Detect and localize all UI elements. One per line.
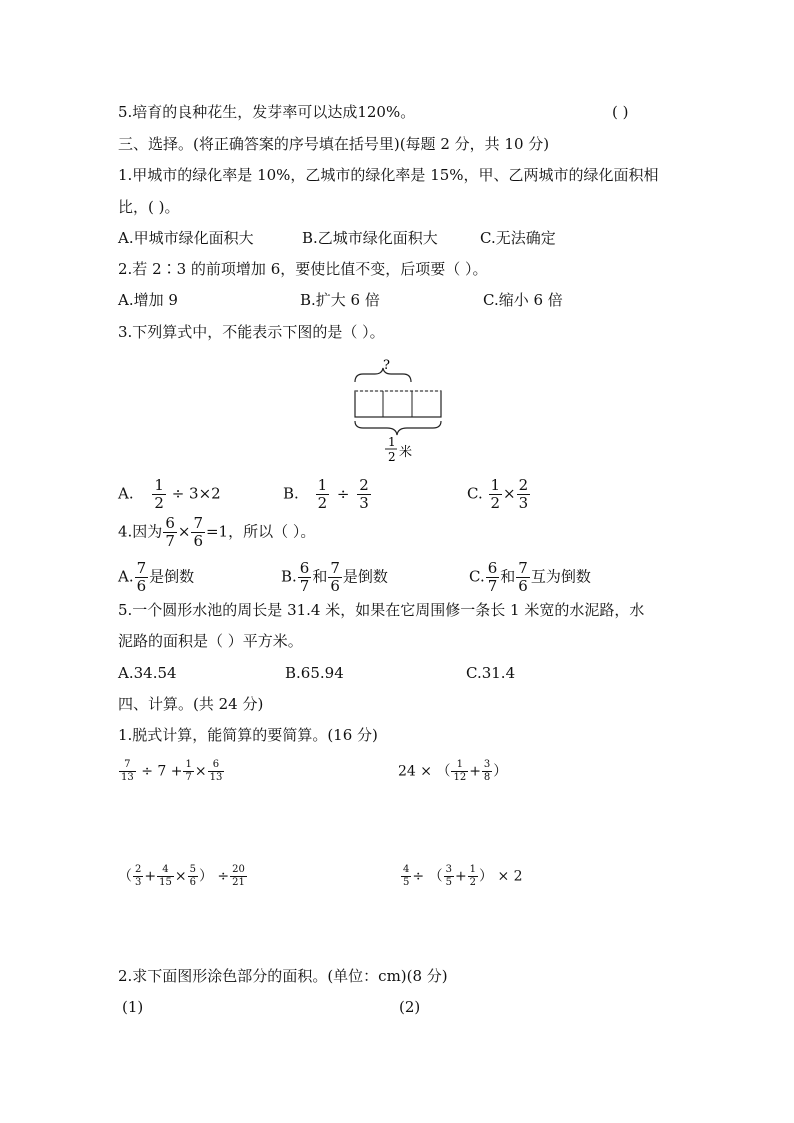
q5-line2: 泥路的面积是（ ）平方米。 — [118, 632, 303, 650]
q3-a-fraction: $\frac{1}{2}$ — [154, 476, 164, 512]
q2-option-c[interactable]: C.缩小 6 倍 — [483, 291, 563, 309]
q3-bar — [355, 391, 441, 417]
q3-text: 3.下列算式中，不能表示下图的是（ ）。 — [118, 323, 385, 341]
q1-line2: 比，( )。 — [118, 198, 180, 216]
calc-expression-2: 24 × （ $\frac{1}{12}$ + $\frac{3}{8}$ ） — [398, 759, 508, 783]
q1-line1: 1.甲城市的绿化率是 10%，乙城市的绿化率是 15%，甲、乙两城市的绿化面积相 — [118, 166, 659, 184]
q1-option-a[interactable]: A.甲城市绿化面积大 — [118, 229, 254, 247]
section-4-title: 四、计算。(共 24 分) — [118, 695, 264, 713]
q4-option-b[interactable]: B. $\frac{6}{7}$ 和 $\frac{7}{6}$ 是倒数 — [281, 559, 388, 595]
q5-line1: 5.一个圆形水池的周长是 31.4 米，如果在它周围修一条长 1 米宽的水泥路，水 — [118, 601, 645, 619]
q5-option-b[interactable]: B.65.94 — [285, 664, 344, 682]
calc-expression-1: $\frac{7}{13}$ ÷ 7 + $\frac{1}{7}$ × $\frac{6}{13}$ — [121, 759, 223, 783]
sec4-sub2: 2.求下面图形涂色部分的面积。(单位：cm)(8 分) — [118, 967, 448, 985]
tf-q5-answer-blank[interactable]: ( ) — [612, 103, 629, 121]
section-3-title: 三、选择。(将正确答案的序号填在括号里)(每题 2 分，共 10 分) — [118, 135, 550, 153]
q3-option-a[interactable]: A. $\frac{1}{2}$ ÷ 3×2 — [118, 476, 221, 512]
q3-option-c[interactable]: C. $\frac{1}{2}$ × $\frac{2}{3}$ — [467, 476, 529, 512]
q5-option-c[interactable]: C.31.4 — [466, 664, 516, 682]
q2-option-a[interactable]: A.增加 9 — [118, 291, 178, 309]
q4-text: 4.因为 $\frac{6}{7}$ × $\frac{7}{6}$ =1，所以（ ）。 — [118, 514, 316, 550]
sec4-sub1: 1.脱式计算，能简算的要简算。(16 分) — [118, 726, 378, 744]
q5-option-a[interactable]: A.34.54 — [118, 664, 177, 682]
q3-fig-unit: 米 — [399, 445, 413, 460]
tf-question-5 — [118, 101, 415, 123]
q3-bottom-brace — [355, 421, 441, 435]
q3-option-b[interactable]: B. $\frac{1}{2}$ ÷ $\frac{2}{3}$ — [283, 476, 369, 512]
q3-fig-den: 2 — [388, 450, 396, 464]
figure-label-1: (1) — [122, 998, 144, 1016]
q4-option-a[interactable]: A. $\frac{7}{6}$ 是倒数 — [118, 559, 195, 595]
q2-text: 2.若 2∶3 的前项增加 6，要使比值不变，后项要（ ）。 — [118, 260, 488, 278]
q3-fig-question-mark: ? — [383, 358, 390, 373]
calc-expression-4: $\frac{4}{5}$ ÷ （ $\frac{3}{5}$ + $\frac{1}{2}$ ） × 2 — [403, 864, 523, 888]
tf-q5-text: 5.培育的良种花生，发芽率可以达成120%。 — [118, 103, 416, 121]
q1-option-c[interactable]: C.无法确定 — [480, 229, 556, 247]
calc-expression-3: （ $\frac{2}{3}$ + $\frac{4}{15}$ × $\frac{5}{6}$ ） ÷ $\frac{20}{21}$ — [118, 864, 245, 888]
q4-option-c[interactable]: C. $\frac{6}{7}$ 和 $\frac{7}{6}$ 互为倒数 — [469, 559, 591, 595]
q2-option-b[interactable]: B.扩大 6 倍 — [300, 291, 380, 309]
figure-label-2: (2) — [399, 998, 421, 1016]
q1-option-b[interactable]: B.乙城市绿化面积大 — [302, 229, 438, 247]
q3-bar-diagram — [345, 355, 445, 465]
q3-fig-num: 1 — [388, 435, 396, 449]
q3-top-brace — [355, 368, 411, 382]
